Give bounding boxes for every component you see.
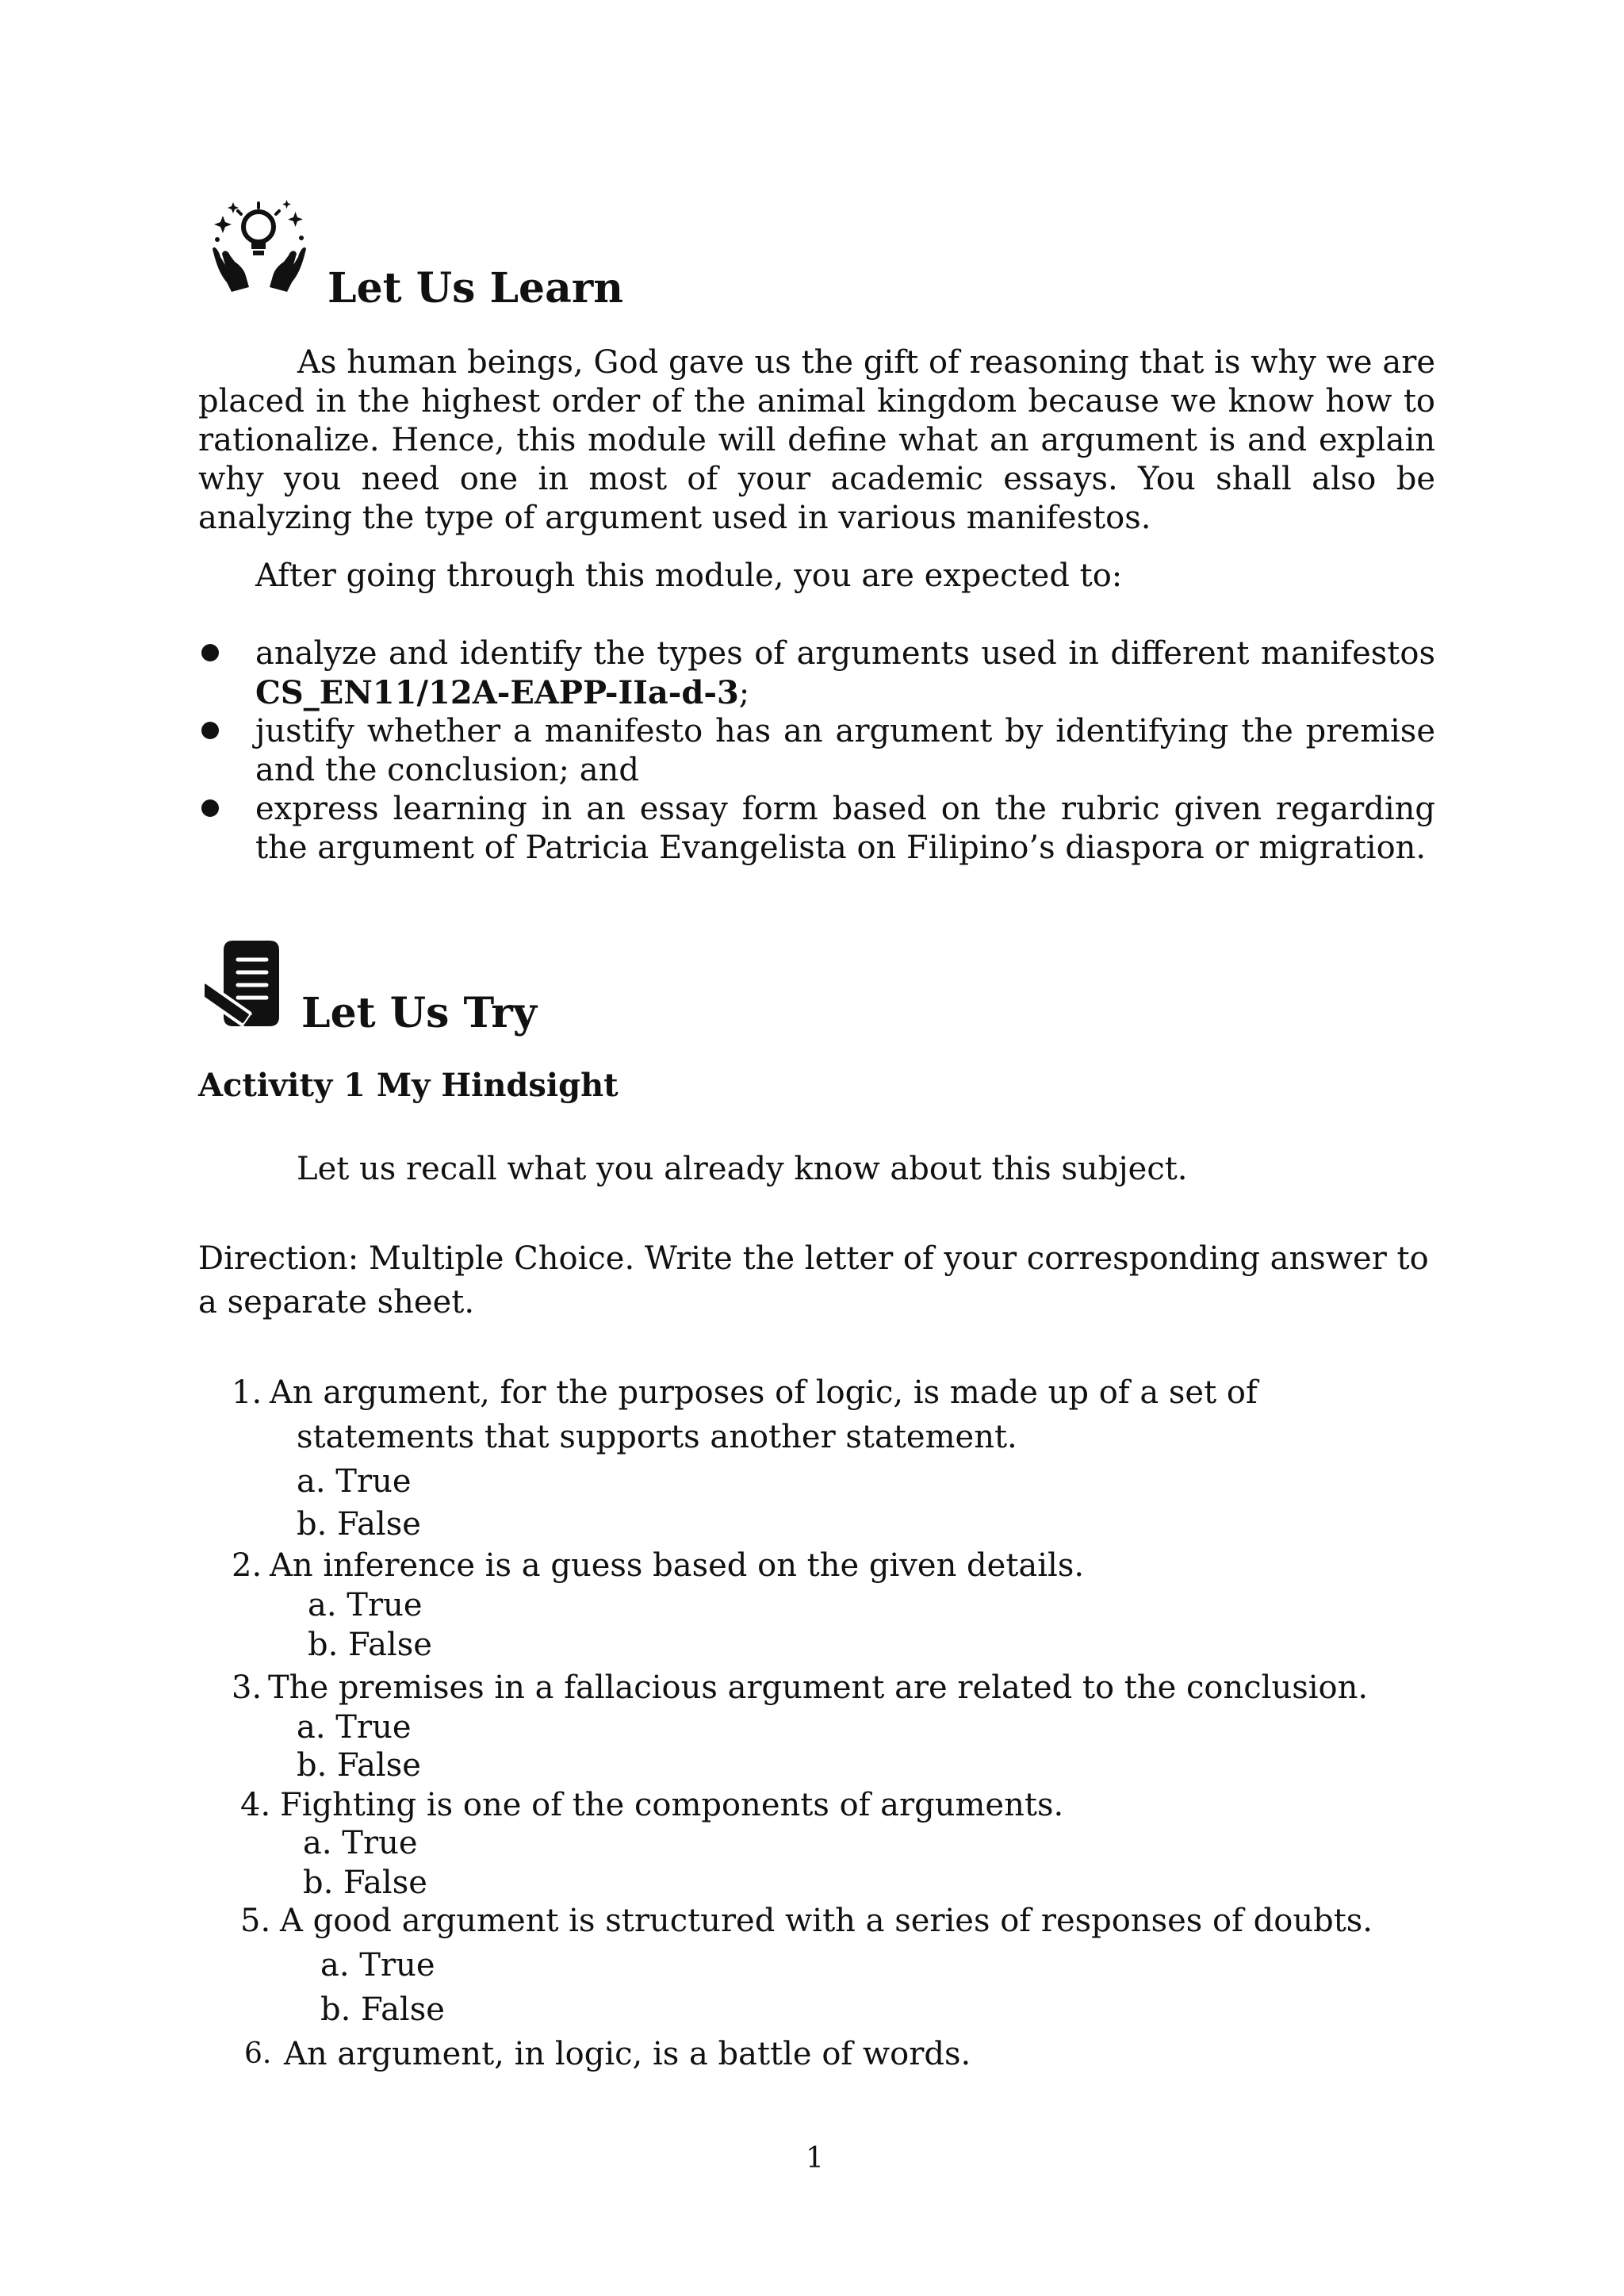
option-b: b. False — [303, 1865, 427, 1901]
option-b: b. False — [320, 1991, 445, 2028]
objective-item: express learning in an essay form based on the rubric given regarding the argument of Patricia Evangelista on Filipino’s diaspora or migration. — [255, 791, 1435, 866]
section-title-let-us-try: Let Us Try — [301, 989, 538, 1037]
expected-lead: After going through this module, you are expected to: — [255, 558, 1123, 594]
question-text: An argument, in logic, is a battle of words. — [284, 2036, 971, 2072]
hands-lightbulb-icon — [208, 200, 311, 303]
option-a: a. True — [303, 1825, 418, 1861]
bullet-icon — [201, 722, 219, 739]
question-number: 3. — [232, 1669, 262, 1706]
question-text: The premises in a fallacious argument are related to the conclusion. — [268, 1669, 1369, 1706]
option-b: b. False — [297, 1747, 421, 1784]
option-a: a. True — [297, 1463, 412, 1500]
option-b: b. False — [297, 1506, 421, 1543]
question-text: Fighting is one of the components of arguments. — [280, 1787, 1064, 1823]
option-a: a. True — [308, 1587, 423, 1623]
option-b: b. False — [308, 1627, 432, 1663]
question-number: 5. — [240, 1903, 271, 1939]
direction-text: Direction: Multiple Choice. Write the letter of your corresponding answer to — [198, 1240, 1429, 1277]
document-pen-icon — [205, 937, 284, 1033]
recall-text: Let us recall what you already know about this subject. — [297, 1151, 1188, 1187]
section-title-let-us-learn: Let Us Learn — [327, 264, 624, 312]
option-a: a. True — [297, 1709, 412, 1746]
question-text: An argument, for the purposes of logic, is made up of a set of — [270, 1374, 1258, 1411]
question-number: 4. — [240, 1787, 271, 1823]
option-a: a. True — [320, 1947, 435, 1984]
activity-title: Activity 1 My Hindsight — [198, 1067, 619, 1104]
objective-item: analyze and identify the types of arguments used in different manifestos CS_EN11/12A-EAPP-IIa-d-3; — [255, 635, 1435, 711]
bullet-icon — [201, 799, 219, 817]
question-text: statements that supports another statement. — [297, 1419, 1017, 1455]
question-number: 1. — [232, 1374, 262, 1411]
question-text: An inference is a guess based on the given details. — [270, 1547, 1085, 1584]
question-text: A good argument is structured with a series of responses of doubts. — [280, 1903, 1373, 1939]
competency-code: CS_EN11/12A-EAPP-IIa-d-3 — [255, 674, 739, 711]
question-number: 6. — [244, 2037, 272, 2070]
direction-text: a separate sheet. — [198, 1284, 475, 1320]
page-number: 1 — [806, 2142, 824, 2175]
bullet-icon — [201, 644, 219, 661]
question-number: 2. — [232, 1547, 262, 1584]
intro-paragraph: As human beings, God gave us the gift of reasoning that is why we are placed in the highest order of the animal kingdom because we know how to rationalize. Hence, this module will define what an argument is and explain why you need one in most of your academic essays. You shall also be analyzing the type of argument used in various manifestos. — [198, 344, 1435, 536]
objective-item: justify whether a manifesto has an argument by identifying the premise and the conclusion; and — [255, 713, 1435, 788]
